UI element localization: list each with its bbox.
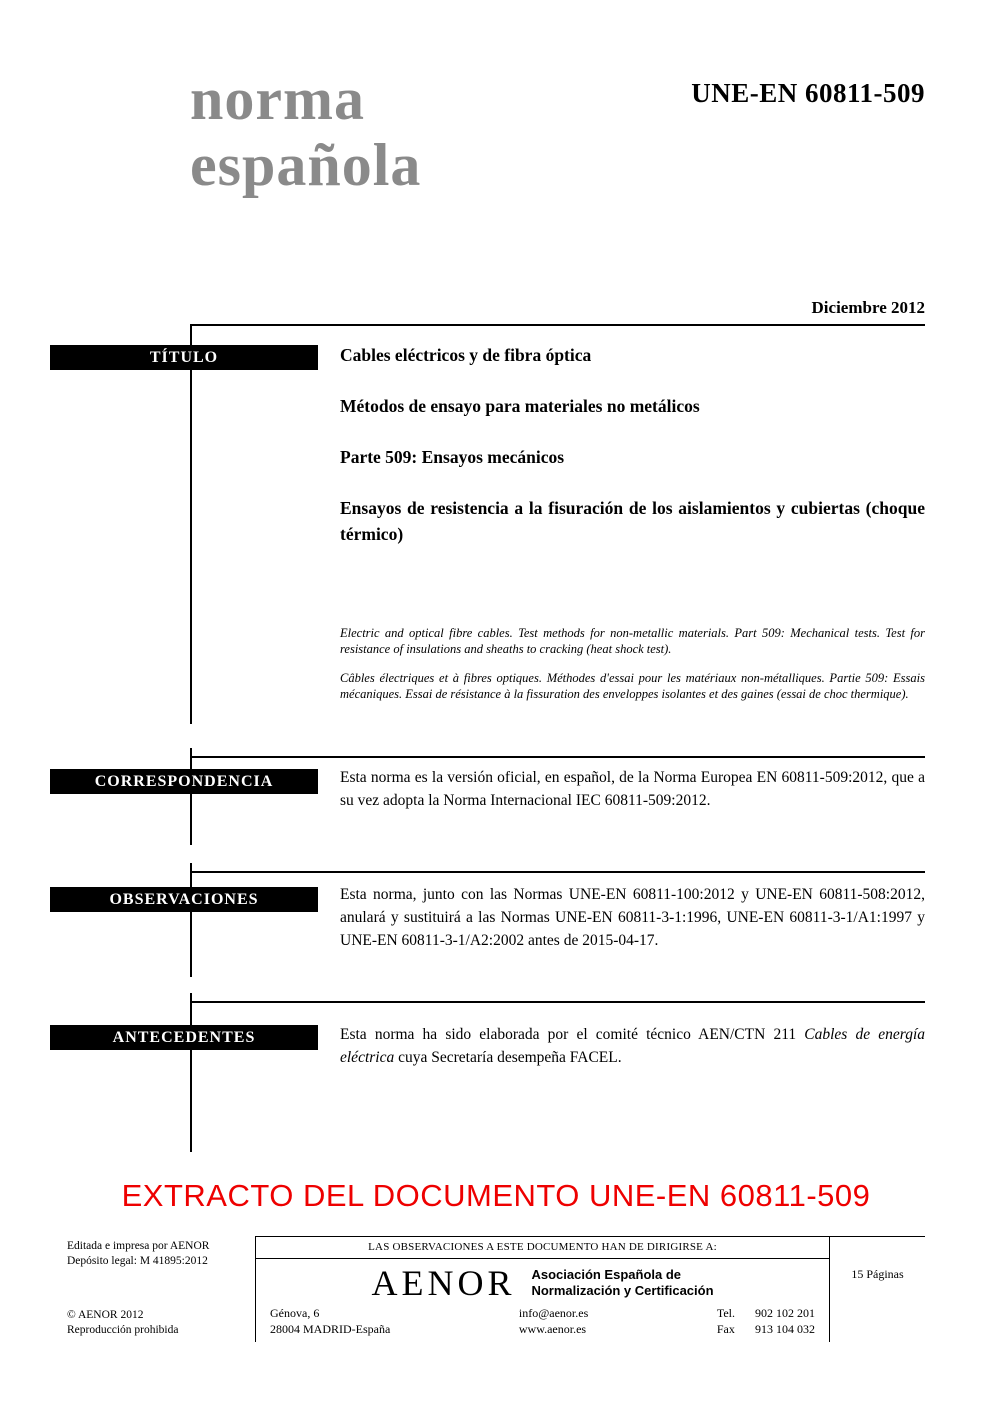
aenor-subtitle-line-2: Normalización y Certificación (531, 1282, 714, 1298)
footer (65, 1236, 925, 1342)
top-rule (190, 324, 925, 326)
footer-web-block (519, 1305, 588, 1337)
footer-copyright (67, 1308, 249, 1338)
observaciones-label: OBSERVACIONES (50, 887, 318, 912)
fax-label: Fax (716, 1322, 735, 1336)
correspondencia-label: CORRESPONDENCIA (50, 769, 318, 794)
observaciones-rule (190, 871, 925, 873)
copyright-line-1: © AENOR 2012 (67, 1309, 144, 1321)
norma-espanola-logo (190, 66, 421, 198)
antecedentes-text-before: Esta norma ha sido elaborada por el comité técnico AEN/CTN 211 (340, 1026, 805, 1043)
antecedentes-vertical-rule (190, 993, 192, 1152)
footer-contacts (256, 1304, 829, 1342)
observaciones-vertical-rule (190, 863, 192, 977)
logo-line-norma: norma (190, 66, 365, 132)
fax-number: 913 104 032 (754, 1322, 815, 1336)
aenor-wordmark: AENOR (371, 1262, 516, 1303)
antecedentes-text (340, 1023, 925, 1069)
footer-left-column (65, 1236, 255, 1342)
footer-web: www.aenor.es (518, 1322, 587, 1336)
titulo-label: TÍTULO (50, 345, 318, 370)
aenor-logo-block (256, 1259, 829, 1304)
tel-number: 902 102 201 (754, 1306, 815, 1320)
footer-email: info@aenor.es (518, 1306, 589, 1320)
publisher-line-2: Depósito legal: M 41895:2012 (67, 1255, 208, 1267)
tel-label: Tel. (716, 1306, 735, 1320)
footer-address (270, 1305, 390, 1337)
english-abstract: Electric and optical fibre cables. Test methods for non-metallic materials. Part 509: Mechanical tests. Test for resistance of insulations and sheaths to cracking (heat shock test). (340, 626, 925, 656)
correspondencia-rule (190, 756, 925, 758)
footer-observations-note: LAS OBSERVACIONES A ESTE DOCUMENTO HAN DE DIRIGIRSE A: (256, 1237, 829, 1259)
title-line-2: Métodos de ensayo para materiales no metálicos (340, 396, 700, 416)
copyright-line-2: Reproducción prohibida (67, 1324, 179, 1336)
address-line-1: Génova, 6 (270, 1306, 320, 1320)
title-line-4: Ensayos de resistencia a la fisuración de los aislamientos y cubiertas (choque térmico) (340, 498, 925, 544)
footer-center-column (255, 1236, 830, 1342)
antecedentes-label: ANTECEDENTES (50, 1025, 318, 1050)
publication-date: Diciembre 2012 (811, 298, 925, 317)
aenor-subtitle (531, 1267, 713, 1299)
publisher-line-1: Editada e impresa por AENOR (67, 1240, 210, 1252)
antecedentes-rule (190, 1001, 925, 1003)
titulo-vertical-rule (190, 324, 192, 724)
footer-publisher (67, 1239, 249, 1269)
observaciones-text: Esta norma, junto con las Normas UNE-EN 60811-100:2012 y UNE-EN 60811-508:2012, anulará y sustituirá a las Normas UNE-EN 60811-3-1:1996, UNE-EN 60811-3-1/A1:1997 y UNE-EN 60811-3-1/A2:2002 antes de 2015-04-17. (340, 886, 925, 949)
document-code: UNE-EN 60811-509 (691, 78, 925, 108)
aenor-subtitle-line-1: Asociación Española de (531, 1266, 682, 1282)
antecedentes-committee-name: Cables de energía eléctrica (340, 1026, 925, 1066)
title-line-1: Cables eléctricos y de fibra óptica (340, 345, 592, 365)
antecedentes-text-after: cuya Secretaría desempeña FACEL. (394, 1049, 622, 1066)
french-abstract: Câbles électriques et à fibres optiques. Méthodes d'essai pour les matériaux non-métalliques. Partie 509: Essais mécaniques. Essai de résistance à la fissuration des enveloppes isolantes et des gaines (essai de choc thermique). (340, 671, 925, 701)
title-line-3: Parte 509: Ensayos mecánicos (340, 447, 565, 467)
correspondencia-text: Esta norma es la versión oficial, en español, de la Norma Europea EN 60811-509:2012, que a su vez adopta la Norma Internacional IEC 60811-509:2012. (340, 769, 925, 809)
logo-line-espanola: española (190, 132, 422, 198)
page-count: 15 Páginas (830, 1236, 925, 1342)
extract-banner: EXTRACTO DEL DOCUMENTO UNE-EN 60811-509 (121, 1178, 871, 1213)
address-line-2: 28004 MADRID-España (270, 1322, 391, 1336)
correspondencia-vertical-rule (190, 748, 192, 845)
footer-telfax (717, 1305, 815, 1337)
